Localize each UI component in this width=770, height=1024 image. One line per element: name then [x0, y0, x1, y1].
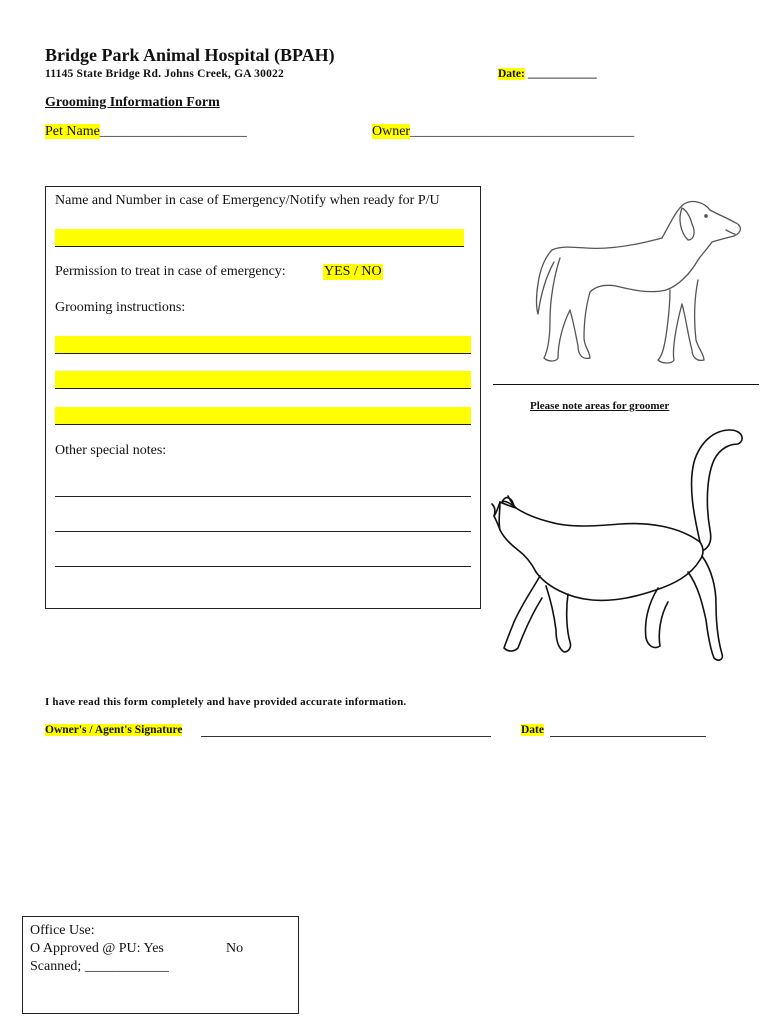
permission-label: Permission to treat in case of emergency: [55, 264, 286, 279]
office-use-heading: Office Use: [30, 923, 95, 938]
signature-line[interactable] [201, 736, 491, 737]
notes-line-1[interactable] [55, 496, 471, 497]
form-title: Grooming Information Form [45, 95, 220, 110]
permission-options[interactable]: YES / NO [324, 264, 382, 279]
office-scanned: Scanned; ____________ [30, 959, 169, 974]
emergency-label: Name and Number in case of Emergency/Notify when ready for P/U [55, 193, 440, 208]
pet-name-blank[interactable]: _____________________ [99, 124, 247, 139]
office-approved: O Approved @ PU: Yes [30, 941, 164, 956]
footer-date-label: Date [521, 724, 544, 736]
grooming-line-3[interactable] [55, 407, 471, 425]
header-date [498, 68, 597, 80]
header-date-blank[interactable]: ____________ [524, 68, 597, 80]
owner-blank[interactable]: ________________________________ [410, 124, 635, 139]
notes-line-2[interactable] [55, 531, 471, 532]
hospital-address: 11145 State Bridge Rd. Johns Creek, GA 30022 [45, 68, 284, 80]
info-box [45, 186, 481, 609]
pet-name-field [45, 124, 247, 140]
cat-outline-icon [488, 426, 750, 666]
groomer-note: Please note areas for groomer [530, 400, 670, 412]
grooming-line-1[interactable] [55, 336, 471, 354]
grooming-label: Grooming instructions: [55, 300, 186, 315]
special-notes-label: Other special notes: [55, 443, 167, 458]
illustration-divider [493, 384, 759, 385]
notes-line-3[interactable] [55, 566, 471, 567]
footer-date-line[interactable] [550, 736, 706, 737]
signature-label: Owner's / Agent's Signature [45, 724, 183, 736]
header-date-label: Date: [498, 68, 525, 80]
owner-field [372, 124, 634, 140]
declaration-text: I have read this form completely and have provided accurate information. [45, 696, 407, 708]
owner-label: Owner [372, 124, 411, 139]
hospital-title: Bridge Park Animal Hospital (BPAH) [45, 45, 335, 65]
pet-name-label: Pet Name [45, 124, 100, 139]
emergency-contact-line[interactable] [55, 229, 464, 247]
grooming-line-2[interactable] [55, 371, 471, 389]
dog-outline-icon [520, 196, 745, 368]
office-no: No [226, 941, 244, 956]
